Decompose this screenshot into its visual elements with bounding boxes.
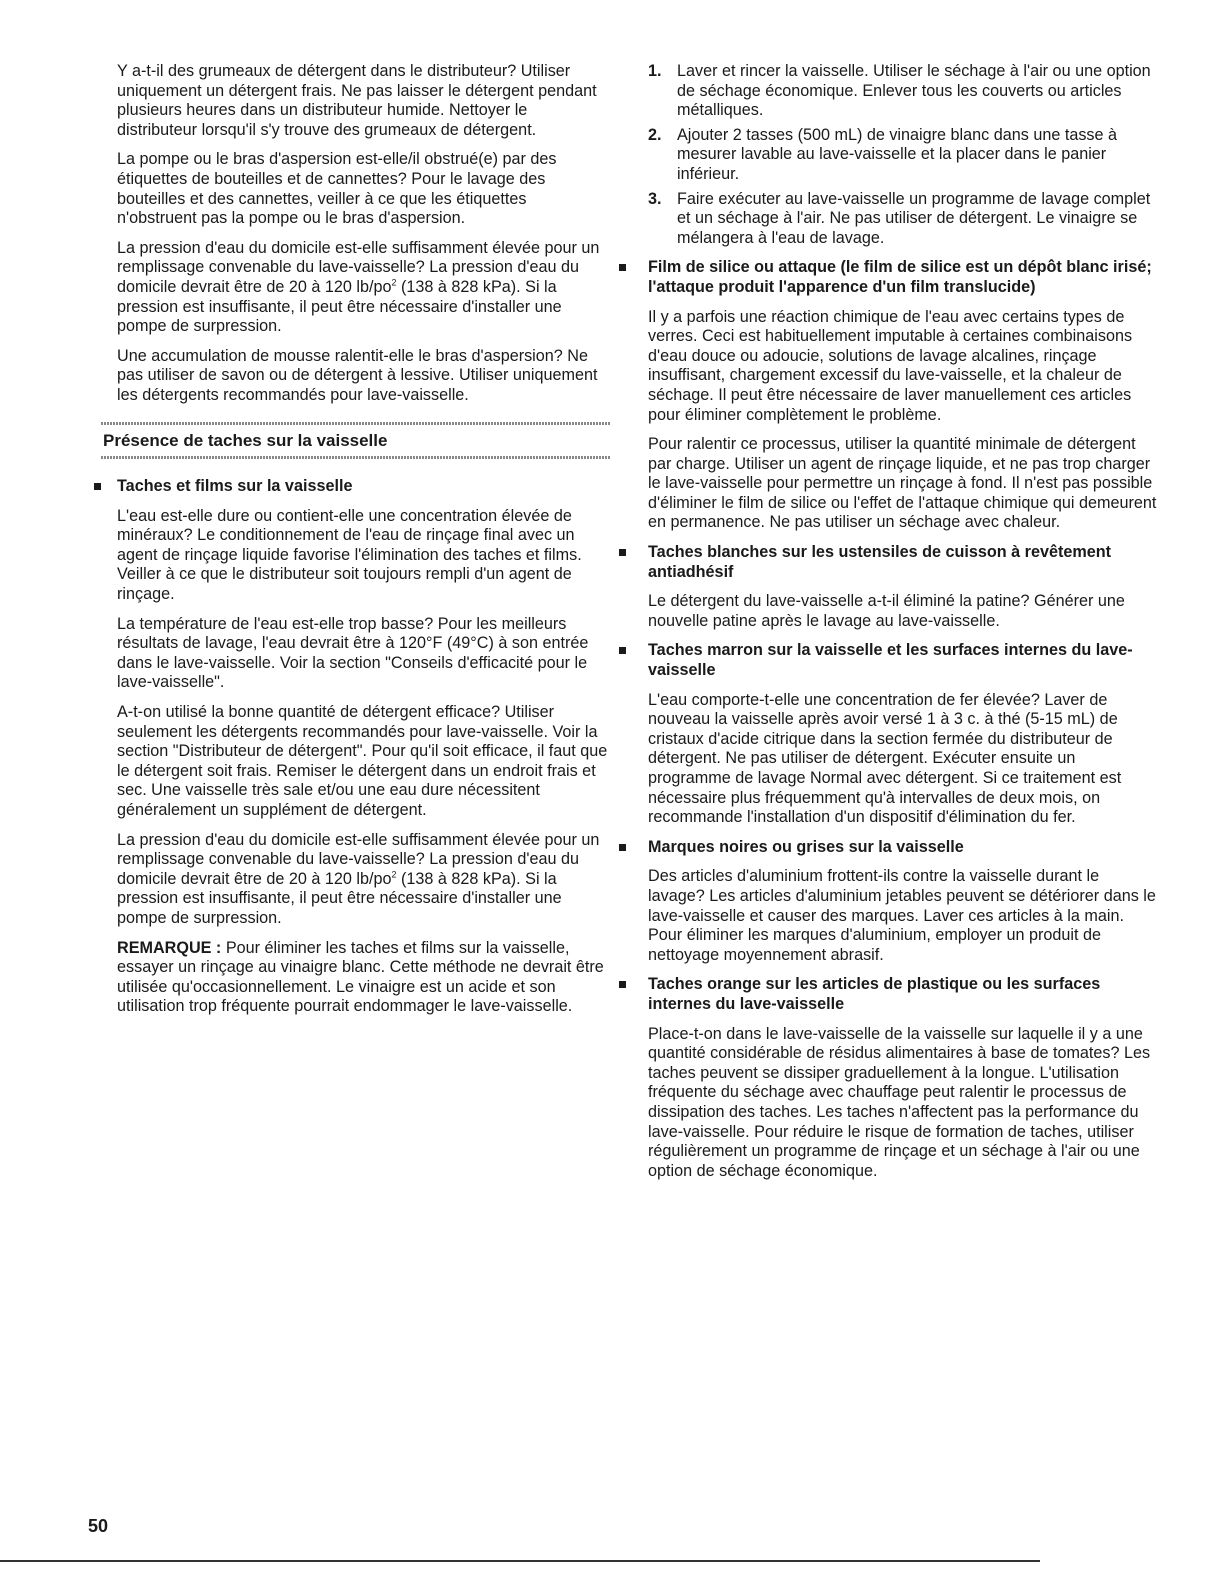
bullet-square-icon — [619, 264, 626, 271]
section-title: Présence de taches sur la vaisselle — [103, 430, 388, 450]
step-number: 1. — [648, 62, 662, 80]
bullet-title: Film de silice ou attaque (le film de silice est un dépôt blanc irisé; l'attaque produit l'apparence d'un film translucide) — [648, 258, 1152, 296]
bullet-square-icon — [619, 647, 626, 654]
step-number: 3. — [648, 189, 662, 208]
vinegar-steps-list — [648, 62, 1160, 248]
right-column — [648, 62, 1160, 1191]
step-text: Faire exécuter au lave-vaisselle un programme de lavage complet et un séchage à l'air. Ne pas utiliser de détergent. Le vinaigre se mélangera à l'eau de lavage. — [677, 189, 1151, 247]
section-rule-bottom — [101, 456, 611, 459]
bullet-orange-spots — [619, 975, 1160, 1181]
paragraph-detergent-lumps: Y a-t-il des grumeaux de détergent dans le distributeur? Utiliser uniquement un détergent frais. Ne pas laisser le détergent pendant plusieurs heures dans un distributeur humide. Nettoyer le distributeur lorsqu'il s'y trouve des grumeaux de détergent. — [117, 62, 597, 139]
superscript: 2 — [391, 869, 397, 880]
step-item — [648, 62, 1160, 121]
text: (138 à 828 kPa). Si la pression est insuffisante, il peut être nécessaire d'installer une pompe de surpression. — [117, 869, 562, 927]
bullet-title: Taches orange sur les articles de plastique ou les surfaces internes du lave-vaisselle — [648, 975, 1101, 1013]
bullet-title: Taches blanches sur les ustensiles de cuisson à revêtement antiadhésif — [648, 543, 1112, 581]
paragraph-water-temperature: La température de l'eau est-elle trop basse? Pour les meilleurs résultats de lavage, l'eau devrait être à 120°F (49°C) à son entrée dans le lave-vaisselle. Voir la section "Conseils d'efficacité pour le lave-vaisselle". — [117, 614, 589, 692]
step-item — [648, 126, 1160, 185]
bullet-white-spots — [619, 543, 1160, 631]
step-number: 2. — [648, 125, 662, 144]
bullet-title: Taches et films sur la vaisselle — [117, 477, 353, 496]
left-column — [103, 62, 609, 1027]
bullet-title: Taches marron sur la vaisselle et les surfaces internes du lave-vaisselle — [648, 641, 1133, 680]
bullet-silica-film — [619, 258, 1160, 533]
paragraph-foam: Une accumulation de mousse ralentit-elle le bras d'aspersion? Ne pas utiliser de savon ou de détergent à lessive. Utiliser uniquement les détergents recommandés pour lave-vaisselle. — [117, 346, 598, 404]
bullet-black-marks — [619, 838, 1160, 966]
step-item — [648, 190, 1160, 249]
text: (138 à 828 kPa). Si la pression est insuffisante, il peut être nécessaire d'installer une pompe de surpression. — [117, 277, 562, 336]
step-text: Ajouter 2 tasses (500 mL) de vinaigre blanc dans une tasse à mesurer lavable au lave-vaisselle et la placer dans le panier inférieur. — [677, 125, 1118, 183]
bullet-square-icon — [94, 483, 101, 490]
bullet-square-icon — [619, 549, 626, 556]
bullet-title: Marques noires ou grises sur la vaisselle — [648, 837, 964, 856]
text: La pression d'eau du domicile est-elle suffisamment élevée pour un remplissage convenable du lave-vaisselle? La pression d'eau du domicile devrait être de 20 à 120 lb/po — [117, 830, 600, 888]
section-rule-top — [101, 422, 611, 425]
paragraph-labels-obstruction: La pompe ou le bras d'aspersion est-elle/il obstrué(e) par des étiquettes de bouteilles et de cannettes? Pour le lavage des bouteilles et des cannettes, veiller à ce que les étiquettes n'obstruent pas la pompe ou le bras d'aspersion. — [117, 150, 557, 228]
remark-text: Pour éliminer les taches et films sur la vaisselle, essayer un rinçage au vinaigre blanc. Cette méthode ne devrait être utilisée qu'occasionnellement. Le vinaigre est un acide et son utilisation trop fréquente pourrait endommager le lave-vaisselle. — [117, 938, 604, 1016]
bullet-square-icon — [619, 981, 626, 988]
section-header — [101, 416, 611, 468]
paragraph-tomato: Place-t-on dans le lave-vaisselle de la vaisselle sur laquelle il y a une quantité considérable de résidus alimentaires à base de tomates? Les taches peuvent se dissiper graduellement à la longue. L'utilisation fréquente du séchage avec chauffage peut ralentir le processus de dissipation des taches. Les taches n'affectent pas la performance du lave-vaisselle. Pour réduire le risque de formation de taches, utiliser régulièrement un programme de rinçage et un séchage à l'air ou une option de séchage économique. — [648, 1024, 1151, 1180]
bullet-brown-spots — [619, 641, 1160, 827]
bullet-spots-films — [117, 477, 609, 497]
paragraph-patina: Le détergent du lave-vaisselle a-t-il éliminé la patine? Générer une nouvelle patine après le lavage au lave-vaisselle. — [648, 592, 1125, 630]
bullet-square-icon — [619, 844, 626, 851]
paragraph-water-pressure — [117, 239, 609, 337]
paragraph-slow-process: Pour ralentir ce processus, utiliser la quantité minimale de détergent par charge. Utiliser un agent de rinçage liquide, et ne pas trop charger le lave-vaisselle pour permettre un rinçage à fond. Il n'est pas possible d'éliminer le film de silice ou l'effet de l'attaque chimique qui demeurent en permanence. Ne pas utiliser un séchage avec chaleur. — [648, 435, 1157, 532]
paragraph-iron: L'eau comporte-t-elle une concentration de fer élevée? Laver de nouveau la vaisselle après avoir versé 1 à 3 c. à thé (5-15 mL) de cristaux d'acide citrique dans la section fermée du distributeur de détergent. Ne pas utiliser de détergent. Exécuter ensuite un programme de lavage Normal avec détergent. Si ce traitement est nécessaire plus fréquemment qu'à intervalles de deux mois, on recommande l'installation d'un dispositif d'élimination du fer. — [648, 690, 1122, 827]
paragraph-chemical-reaction: Il y a parfois une réaction chimique de l'eau avec certains types de verres. Ceci est habituellement imputable à certaines combinaisons d'eau douce ou adoucie, solutions de lavage alcalines, rinçage insuffisant, chargement excessif du lave-vaisselle, et la chaleur de séchage. Il peut être nécessaire de laver manuellement ces articles pour éliminer complètement le problème. — [648, 307, 1133, 424]
bottom-rule — [0, 1560, 1040, 1562]
page-number: 50 — [88, 1516, 109, 1536]
remark-label: REMARQUE : — [117, 938, 222, 957]
text: La pression d'eau du domicile est-elle suffisamment élevée pour un remplissage convenable du lave-vaisselle? La pression d'eau du domicile devrait être de 20 à 120 lb/po — [117, 238, 600, 296]
paragraph-water-pressure-2 — [117, 831, 609, 929]
superscript: 2 — [391, 277, 397, 288]
paragraph-hard-water: L'eau est-elle dure ou contient-elle une concentration élevée de minéraux? Le conditionnement de l'eau de rinçage final avec un agent de rinçage liquide favorise l'élimination des taches et films. Veiller à ce que le distributeur soit toujours rempli d'un agent de rinçage. — [117, 506, 582, 604]
paragraph-remark — [117, 939, 609, 1017]
paragraph-aluminium: Des articles d'aluminium frottent-ils contre la vaisselle durant le lavage? Les articles d'aluminium jetables peuvent se détériorer dans le lave-vaisselle et causer des marques. Laver ces articles à la main. Pour éliminer les marques d'aluminium, employer un produit de nettoyage moyennement abrasif. — [648, 867, 1156, 964]
paragraph-detergent-quantity: A-t-on utilisé la bonne quantité de détergent efficace? Utiliser seulement les détergents recommandés pour lave-vaisselle. Voir la section "Distributeur de détergent". Pour qu'il soit efficace, il faut que le détergent soit frais. Remiser le détergent dans un endroit frais et sec. Une vaisselle très sale et/ou une eau dure nécessitent généralement un supplément de détergent. — [117, 703, 608, 819]
step-text: Laver et rincer la vaisselle. Utiliser le séchage à l'air ou une option de séchage économique. Enlever tous les couverts ou articles métalliques. — [677, 62, 1151, 120]
